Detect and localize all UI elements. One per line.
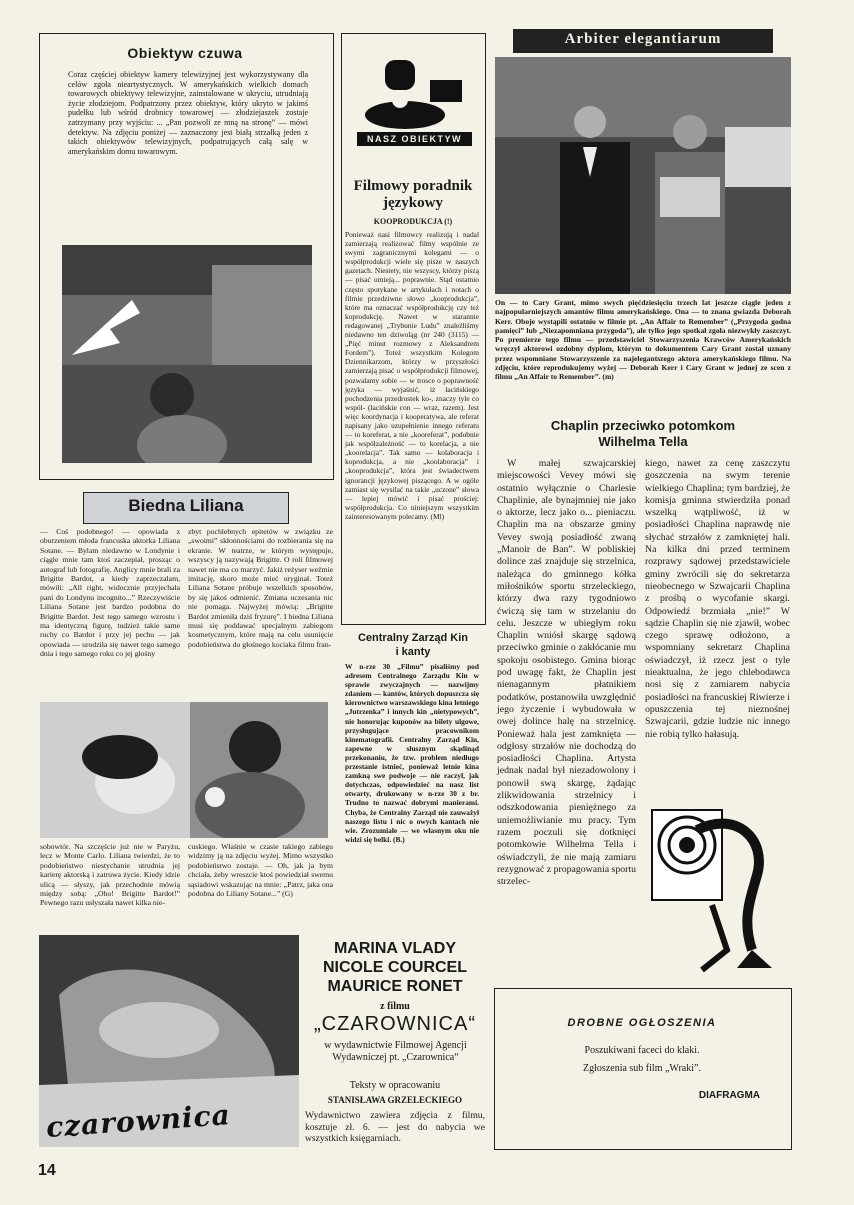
poradnik-body: Ponieważ nasi filmowcy realizują i nadal zamierzają realizować filmy wspólnie ze swymi zagranicznymi kolegami — o współprodukcji wiele się pisze w naszych gazetach. Niestety, nie wszyscy, którzy piszą — pisać umieją... poprawnie. Stąd ostatnio często spotykane w artykułach i notach o filmie przedziwne słowo „kooprodukcja”, które ma oznaczać współprodukcję czy też koprodukcję. Nawet w starannie redagowanej „Trybunie Ludu” znaleźliśmy niedawno ten dziwoląg (nr 240 (3115) — „Pięć minut rozmowy z Aleksandrem Fordem”). Toteż wszystkim Kolegom Dziennikarzom, którzy w przyszłości zamierzają pisać o współprodukcji filmowej, pozwalamy sobie — w trosce o poprawność języka — wyjaśnić, iż łacińskiego pochodzenia przedrostek ko-, znaczy tyle co wspól- (łacińskie con — wraz, razem). Jest więc koordynacja i kooperatywa, ale referat napisany jako uzupełnienie innego referatu — to koreferat, a nie „kooreferat”, podobnie jak współzależność — to korelacja, a nie „koorelacja”. Tak samo — kolaboracja i koprodukcja, a nie „koolaboracja” i „kooprodukcja”, która jest świadectwem ignorancji językowej piszącego. A w ogóle zamiast się wysilać na takie „uczone” słowa — lepiej mówić i pisać prościej: współprodukcja. Co niniejszym wszystkim zainteresowanym polecamy. (Ml) — [345, 230, 479, 521]
poradnik-subtitle: KOOPRODUKCJA (!) — [373, 217, 453, 226]
target-cartoon — [642, 800, 792, 975]
ogloszenia-line-1: Poszukiwani faceci do klaki. — [584, 1045, 700, 1056]
czarownica-logo: czarownica — [45, 1098, 232, 1144]
chaplin-title-1: Chaplin przeciwko potomkom — [550, 418, 736, 433]
chaplin-title-2: Wilhelma Tella — [598, 434, 688, 449]
ad-author: STANISŁAWA GRZELECKIEGO — [327, 1095, 463, 1105]
arbiter-title: Arbiter elegantiarum — [564, 31, 722, 47]
biedna-title: Biedna Liliana — [128, 496, 244, 515]
chaplin-col-1: W małej szwajcarskiej miejscowości Vevey mówi się ostatnio wyłącznie o Charlesie Chaplinie, ale bynajmniej nie jako o aktorze, lecz jako o... pieniaczu. Chaplin ma na obszarze gminy Vevey swoją posiadłość zwaną „Manoir de Ban”. W pobliskiej dolince zaś znajduje się strzelnica, należąca do gminnego kółka miłośników sportu strzeleckiego, którzy dwa razy tygodniowo ćwiczą się tam w strzelaniu do celu. Jeszcze w ubiegłym roku Chaplin wniósł skargę sądową przeciwko gminie o zakłócanie mu spokoju osobistego. Gmina biorąc pod uwagę fakt, że Chaplin jest nienagannym płatnikiem podatków, postanowiła uwzględnić jego życzenie i wybudowała w owej dolince halę na strzelnicę. Ponieważ hala jest zamknięta — odgłosy strzałów nie dochodzą do posiadłości Chaplina. Artysta jednak nadal był niezadowolony i ponowił swą skargę, żądając zlikwidowania strzelnicy i odszkodowania pieniężnego za uniemożliwianie mu pracy. Tym razem poczuli się dotknięci potomkowie Wilhelma Tella i oświadczyli, że nie mają zamiaru rezygnować z propagowania sportu strzelec- — [497, 458, 637, 888]
biedna-col-2a: zbyt pochlebnych epitetów w związku ze „swoimi” skłonnościami do rozbierania się na ekranie. W teatrze, w którym występuje, wszyscy ją nazywają Brigitte. O roli filmowej nawet nie ma co marzyć. Jakiż reżyser weźmie imitację, skoro może mieć oryginał. Toteż Liliana Sotane próbuje wszelkich sposobów, by się jakoś odmienić. Zmiana uczesania nic nie pomaga. Najwyżej mówią: „Brigitte Bardot zmieniła dziś fryzurę”. I biedna Liliana musi się poddawać specjalnym zabiegom kosmetycznym, które mają na celu usunięcie podobieństwa do głośnego kociaka filmu fran- — [188, 527, 333, 649]
ogloszenia-signature: DIAFRAGMA — [698, 1090, 760, 1101]
ad-texts-by: Teksty w opracowaniu — [349, 1080, 441, 1091]
ad-actor-1: MARINA VLADY — [333, 940, 457, 957]
arbiter-photo — [495, 57, 791, 294]
obiektyw-title: Obiektyw czuwa — [127, 45, 243, 61]
page-number: 14 — [38, 1162, 56, 1179]
centralny-title-2: i kanty — [395, 646, 431, 658]
centralny-body: W n-rze 30 „Filmu” pisaliśmy pod adresem Centralnego Zarządu Kin w sprawie zwyczajnych — nazwijmy zdaniem — kantów, których dopuszcza się kierownictwo warszawskiego kina letniego „Jutrzenka” i innych kin „nietypowych”, nie honorując kuponów na bilety ulgowe, przysługujące pracownikom kinematografii. Centralny Zarząd Kin, zapewne w słusznym skądinąd przekonaniu, że tzw. problem niedługo przestanie istnieć, ponieważ letnie kina zamkną swe podwoje — nie raczył, jak dotychczas, odpowiedzieć na nasz list otwarty, drukowany w n-rze 30 z br. Trudno to nazwać dobrymi manierami. Chyba, że Centralny Zarząd nie zauważył naszego listu i nic o owych kantach nie wie. Zrozumiałe — we własnym oku nie widzi się belki. (B.) — [345, 662, 479, 844]
obiektyw-body: Coraz częściej obiektyw kamery telewizyjnej jest wykorzystywany dla celów zgoła nieartystycznych. W amerykańskich wielkich domach towarowych obiektywy telewizyjne, zainstalowane w ukryciu, utrudniają życie złodziejom. Podpatrzony przez obiektyw, który ukryto w jakimś pudełku lub wśród drobnicy towarowej — złodziejaszek zostaje zatrzymany przy wyjściu: ... „Pan pozwoli ze mną na stronę” — mówi detektyw. Na zdjęciu poniżej — zaznaczony jest białą strzałką jeden z takich obiektywów telewizyjnych, podpatrujących całą salę w amerykańskim domu towarowym. — [68, 70, 308, 156]
biedna-col-2b: cuskiego. Właśnie w czasie takiego zabiegu widzimy ją na zdjęciu wyżej. Mimo wszystko podobieństwo zostaje. — Oh, jak ja bym chciała, żeby wreszcie ktoś powiedział swemu sąsiadowi wskazując na mnie: „Patrz, jaka ona podobna do Liliany Sotane...” (G) — [188, 842, 333, 899]
store-photo — [62, 245, 312, 463]
poradnik-title-1: Filmowy poradnik — [353, 178, 473, 194]
biedna-col-1b: sobowtór. Na szczęście już nie w Paryżu, lecz w Monte Carlo. Liliana twierdzi, że to podobieństwo niestychanie utrudnia jej karierę aktorską i zatruwa życie. Kiedy idzie ulicą — słyszy, jak przechodnie mówią między sobą: „Oho! Brigitte Bardot!” Pewnego razu usłyszała nawet kilka nie- — [40, 842, 180, 908]
ad-film-title: „CZAROWNICA“ — [314, 1013, 476, 1035]
ad-actor-3: MAURICE RONET — [327, 978, 463, 995]
ad-note: Wydawnictwo zawiera zdjęcia z filmu, kosztuje zł. 6. — jest do nabycia we wszystkich księgarniach. — [305, 1110, 485, 1144]
arbiter-caption: On — to Cary Grant, mimo swych pięćdziesięciu trzech lat jeszcze ciągle jeden z najpopularniejszych amantów filmu amerykańskiego. Ona — to znana gwiazda Deborah Kerr. Oboje wystąpili ostatnio w filmie pt. „An Affair to Remember” („Przygoda godna pamięci” lub „Niezapomniana przygoda”), ale tylko jego spotkał zgoła niezwykły zaszczyt. Po premierze tego filmu — przedstawiciel Stowarzyszenia Krawców Amerykańskich wręczył aktorowi ozdobny dyplom, którym to dokumentem Cary Grant został uznany przez wspomniane Stowarzyszenie za najelegantszego aktora amerykańskiego filmu. Na zdjęciu, które reprodukujemy wyżej — Deborah Kerr i Cary Grant w jednej ze scen z filmu „An Affair to Remember”. (m) — [495, 298, 791, 382]
ad-publisher: w wydawnictwie Filmowej Agencji Wydawniczej pt. „Czarownica“ — [324, 1040, 467, 1063]
liliana-photo — [40, 702, 328, 838]
nasz-obiektyw-label: NASZ OBIEKTYW — [357, 132, 472, 146]
centralny-title-1: Centralny Zarząd Kin — [357, 632, 469, 644]
ogloszenia-line-2: Zgłoszenia sub film „Wraki”. — [583, 1063, 701, 1074]
chaplin-col-2: kiego, nawet za cenę zaszczytu goszczenia na swym terenie wielkiego Chaplina; tym bardziej, że komisja gminna stwierdziła ponad wszelką wątpliwość, iż w posiadłości Chaplina naprawdę nie słychać strzałów z zamkniętej hali. Na kilka dni przed terminem rozprawy sądowej przedstawiciele gminy zwrócili się do sekretarza nieobecnego w Szwajcarii Chaplina z prośbą o wycofanie skargi. Odpowiedź brzmiała „nie!” W sądzie Chaplin się nie zjawił, wobec czego sprawę odłożono, a wspomniany sekretarz Chaplina oświadczył, iż rzecz jest o tyle nieaktualna, że jego chlebodawca nosi się z zamiarem nabycia posiadłości na francuskiej Riwierze i opuszczenia tej nieznośnej Szwajcarii, gdzie ludzie nic innego nie robią tylko hałasują. — [645, 458, 790, 740]
ad-z-filmu: z filmu — [380, 1001, 410, 1012]
ogloszenia-title: DROBNE OGŁOSZENIA — [567, 1017, 717, 1029]
ad-actor-2: NICOLE COURCEL — [323, 959, 467, 976]
biedna-col-1a: — Coś podobnego! — opowiada z oburzeniem młoda francuska aktorka Liliana Sotane. — Bylam niedawno w Londynie i ciągle mnie tam ktoś zaczepiał, prosząc o autograf lub fotografię. Anglicy mnie brali za Brigitte Bardot, a kiedy zaprzeczałam, mówili: „All right, widocznie przyjechała pani do Londynu incognito...” Rzeczywiście Liliana Sotane jest bardzo podobna do Brigitte Bardot. Jest tego samego wzrostu i ma identyczną figurę, tudzież takie same ruchy co Bardot i przy jej pechu — jak opowiada — urodziła się nawet tego samego dnia i tego samego roku co jej głośny — [40, 527, 180, 659]
poradnik-title-2: językowy — [383, 195, 443, 211]
